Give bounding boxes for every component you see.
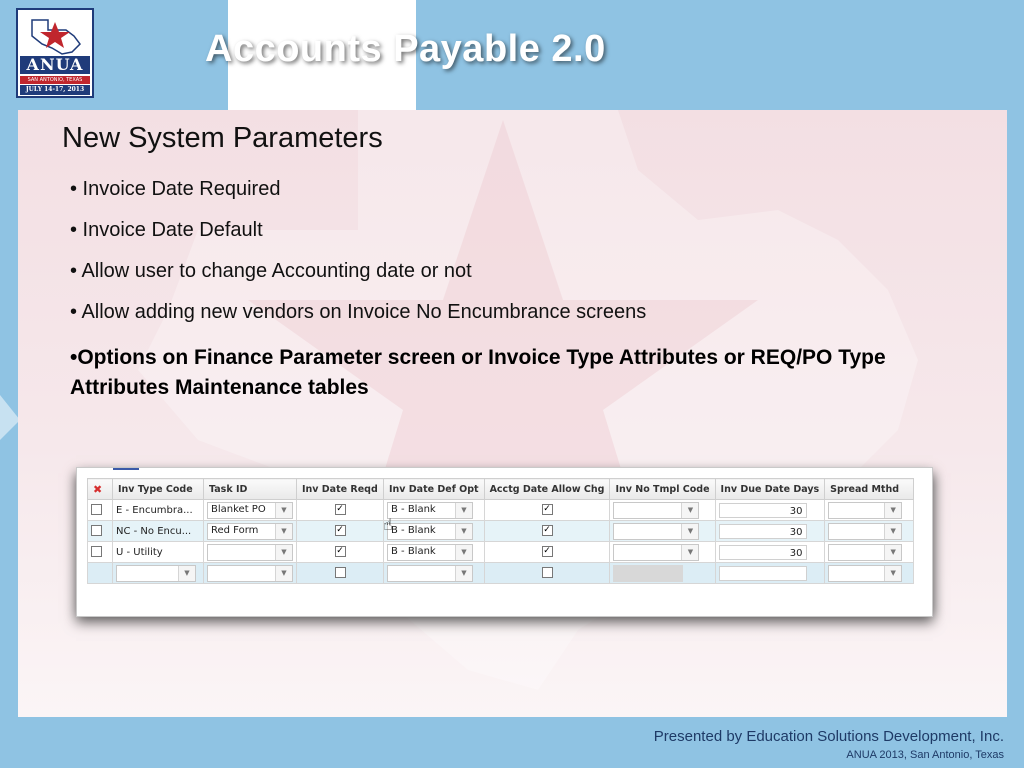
tmpl-code-dropdown[interactable]	[610, 521, 715, 542]
def-opt-value: B - Blank	[391, 524, 436, 536]
header-inv-date-reqd[interactable]: Inv Date Reqd	[297, 479, 384, 500]
acctg-allow-checkbox[interactable]: ✓	[484, 542, 610, 563]
new-task-id-dropdown[interactable]	[204, 563, 297, 584]
table-row[interactable]	[88, 500, 914, 521]
task-id-dropdown[interactable]	[204, 542, 297, 563]
due-days-input[interactable]	[715, 521, 825, 542]
def-opt-dropdown[interactable]	[384, 521, 485, 542]
chevron-down-icon[interactable]: ▼	[275, 566, 292, 581]
grid-header-row	[88, 479, 914, 500]
parameters-grid	[87, 478, 914, 584]
spread-dropdown[interactable]	[825, 542, 914, 563]
logo-name: ANUA	[20, 56, 90, 74]
hand-cursor-icon: ☝	[383, 515, 393, 534]
bullet-invoice-date-default: • Invoice Date Default	[70, 219, 263, 241]
texas-star-icon	[22, 14, 88, 58]
footer-presenter: Presented by Education Solutions Development, Inc.	[653, 728, 1004, 745]
inv-date-reqd-checkbox[interactable]: ✓	[297, 500, 384, 521]
new-spread-dropdown[interactable]	[825, 563, 914, 584]
chevron-down-icon[interactable]: ▼	[884, 545, 901, 560]
new-entry-row[interactable]	[88, 563, 914, 584]
table-row[interactable]	[88, 521, 914, 542]
slide-title: Accounts Payable 2.0	[205, 28, 606, 70]
parameters-grid-screenshot	[76, 467, 933, 617]
cell-inv-type-code[interactable]: E - Encumbra...	[113, 500, 204, 521]
new-inv-date-reqd-checkbox[interactable]	[297, 563, 384, 584]
inv-date-reqd-checkbox[interactable]: ✓	[297, 542, 384, 563]
footer-event: ANUA 2013, San Antonio, Texas	[846, 749, 1004, 761]
spread-dropdown[interactable]	[825, 521, 914, 542]
header-inv-no-tmpl-code[interactable]: Inv No Tmpl Code	[610, 479, 715, 500]
header-spread-mthd[interactable]: Spread Mthd	[825, 479, 914, 500]
due-days-value[interactable]: 30	[719, 503, 807, 518]
task-id-dropdown[interactable]	[204, 500, 297, 521]
chevron-down-icon[interactable]: ▼	[884, 524, 901, 539]
new-tmpl-code-field	[610, 563, 715, 584]
def-opt-value: B - Blank	[391, 503, 436, 515]
inv-date-reqd-checkbox[interactable]: ✓	[297, 521, 384, 542]
watermark-star-icon	[18, 110, 1007, 717]
row-select-cell	[88, 563, 113, 584]
tmpl-code-dropdown[interactable]	[610, 542, 715, 563]
chevron-down-icon[interactable]: ▼	[681, 524, 698, 539]
def-opt-dropdown[interactable]	[384, 500, 485, 521]
acctg-allow-checkbox[interactable]: ✓	[484, 521, 610, 542]
due-days-value[interactable]: 30	[719, 524, 807, 539]
new-type-code-dropdown[interactable]	[113, 563, 204, 584]
header-inv-due-date-days[interactable]: Inv Due Date Days	[715, 479, 825, 500]
task-id-value: Red Form	[211, 524, 259, 536]
spread-dropdown[interactable]	[825, 500, 914, 521]
bullet-accounting-date: • Allow user to change Accounting date or not	[70, 260, 472, 282]
cell-inv-type-code[interactable]: NC - No Encu...	[113, 521, 204, 542]
bullet-invoice-date-required: • Invoice Date Required	[70, 178, 281, 200]
chevron-down-icon[interactable]: ▼	[275, 524, 292, 539]
new-due-days-input[interactable]	[715, 563, 825, 584]
logo-city: SAN ANTONIO, TEXAS	[20, 76, 90, 84]
def-opt-dropdown[interactable]	[384, 542, 485, 563]
new-acctg-allow-checkbox[interactable]	[484, 563, 610, 584]
bullet-options: •Options on Finance Parameter screen or Invoice Type Attributes or REQ/PO Type Attributes Maintenance tables	[70, 346, 886, 399]
chevron-down-icon[interactable]: ▼	[455, 503, 472, 518]
new-def-opt-dropdown[interactable]	[384, 563, 485, 584]
chevron-down-icon[interactable]: ▼	[884, 566, 901, 581]
due-days-input[interactable]	[715, 500, 825, 521]
row-select-checkbox[interactable]	[88, 542, 113, 563]
tmpl-code-dropdown[interactable]	[610, 500, 715, 521]
header-inv-type-code[interactable]: Inv Type Code	[113, 479, 204, 500]
header-acctg-date-allow-chg[interactable]: Acctg Date Allow Chg	[484, 479, 610, 500]
content-panel	[18, 110, 1007, 717]
delete-column-header[interactable]	[88, 479, 113, 500]
due-days-value[interactable]: 30	[719, 545, 807, 560]
anua-logo	[16, 8, 94, 98]
tab-indicator	[113, 468, 139, 470]
chevron-down-icon[interactable]: ▼	[681, 545, 698, 560]
section-heading: New System Parameters	[62, 122, 383, 154]
chevron-down-icon[interactable]: ▼	[681, 503, 698, 518]
header-inv-date-def-opt[interactable]: Inv Date Def Opt	[384, 479, 485, 500]
chevron-down-icon[interactable]: ▼	[884, 503, 901, 518]
bullet-adding-vendors: • Allow adding new vendors on Invoice No Encumbrance screens	[70, 301, 647, 323]
header-task-id[interactable]: Task ID	[204, 479, 297, 500]
acctg-allow-checkbox[interactable]: ✓	[484, 500, 610, 521]
chevron-down-icon[interactable]: ▼	[275, 503, 292, 518]
due-days-input[interactable]	[715, 542, 825, 563]
task-id-value: Blanket PO	[211, 503, 266, 515]
chevron-down-icon[interactable]: ▼	[455, 545, 472, 560]
row-select-checkbox[interactable]	[88, 500, 113, 521]
chevron-down-icon[interactable]: ▼	[455, 524, 472, 539]
def-opt-value: B - Blank	[391, 545, 436, 557]
task-id-dropdown[interactable]	[204, 521, 297, 542]
chevron-down-icon[interactable]: ▼	[455, 566, 472, 581]
chevron-down-icon[interactable]: ▼	[178, 566, 195, 581]
chevron-down-icon[interactable]: ▼	[275, 545, 292, 560]
table-row[interactable]	[88, 542, 914, 563]
logo-dates: JULY 14-17, 2013	[20, 85, 90, 95]
cell-inv-type-code[interactable]: U - Utility	[113, 542, 204, 563]
delete-icon[interactable]: ✖	[93, 482, 103, 496]
row-select-checkbox[interactable]	[88, 521, 113, 542]
